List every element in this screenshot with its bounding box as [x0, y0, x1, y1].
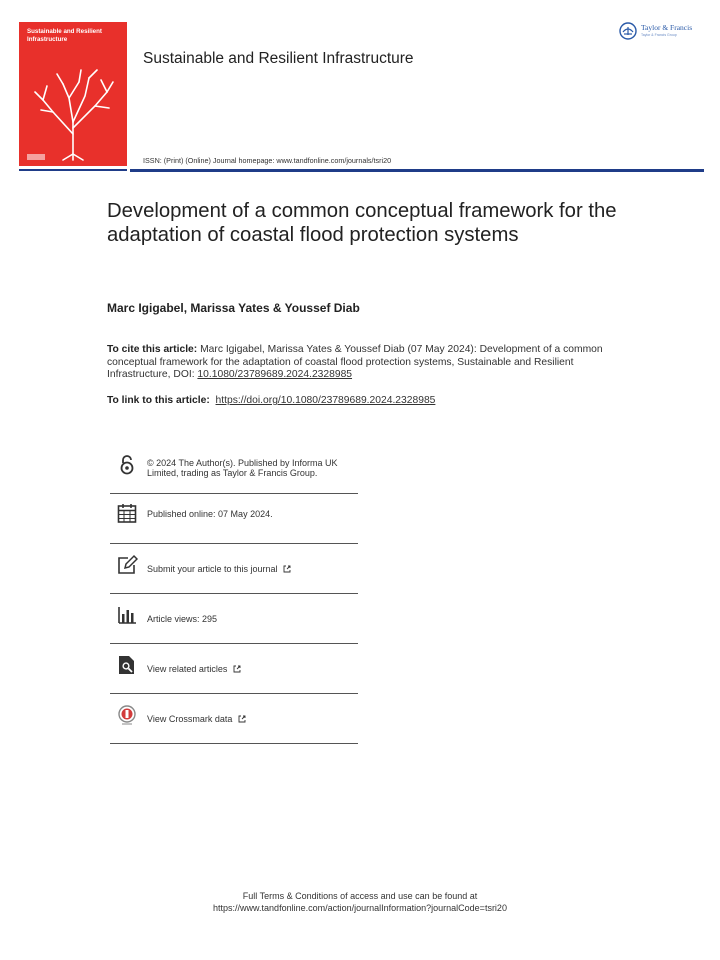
publisher-name: Taylor & Francis [641, 23, 693, 32]
article-views-item [110, 594, 358, 644]
submit-article-item[interactable] [110, 544, 358, 594]
related-articles-icon [116, 654, 138, 676]
edit-icon [116, 554, 138, 576]
publisher-tagline: Taylor & Francis Group [641, 33, 677, 37]
article-info-list [110, 450, 358, 744]
article-title: Development of a common conceptual framework for the adaptation of coastal flood protection systems [107, 200, 617, 246]
link-label: To link to this article: [107, 395, 210, 406]
submit-article-label: Submit your article to this journal [147, 564, 278, 574]
cover-publisher-mark [27, 154, 45, 160]
crossmark-item[interactable] [110, 694, 358, 744]
external-link-icon [238, 715, 246, 723]
bar-chart-icon [116, 604, 138, 626]
tree-illustration [23, 62, 123, 162]
published-online-item [110, 494, 358, 544]
crossmark-label: View Crossmark data [147, 714, 233, 724]
citation-doi-link[interactable]: 10.1080/23789689.2024.2328985 [197, 369, 353, 380]
citation-text: Marc Igigabel, Marissa Yates & Youssef Diab (07 May 2024): Development of a common conceptual framework for the adaptation of coastal flood protection systems, Sustainable and Resilient Infrastructure, DOI: [107, 344, 603, 380]
copyright-text: © 2024 The Author(s). Published by Informa UK Limited, trading as Taylor & Francis Group. [147, 458, 338, 478]
publisher-logo [619, 20, 705, 42]
related-articles-label: View related articles [147, 664, 228, 674]
header-divider [130, 169, 704, 172]
external-link-icon [283, 565, 291, 573]
related-articles-link[interactable] [147, 664, 241, 674]
article-views-text: Article views: 295 [147, 614, 218, 624]
article-doi-url[interactable]: https://doi.org/10.1080/23789689.2024.2328985 [215, 395, 436, 406]
crossmark-icon [116, 704, 138, 726]
open-access-item [110, 450, 358, 494]
terms-footer [0, 890, 720, 914]
external-link-icon [233, 665, 241, 673]
citation-label: To cite this article: [107, 344, 198, 355]
header-divider-left [19, 169, 127, 171]
submit-article-link[interactable] [147, 564, 291, 574]
article-authors: Marc Igigabel, Marissa Yates & Youssef Diab [107, 301, 360, 315]
issn-line: ISSN: (Print) (Online) Journal homepage: www.tandfonline.com/journals/tsri20 [143, 156, 392, 165]
citation-block [107, 344, 627, 382]
crossmark-link[interactable] [147, 714, 246, 724]
open-access-icon [116, 454, 138, 476]
article-link-block [107, 395, 435, 406]
related-articles-item[interactable] [110, 644, 358, 694]
published-online-text: Published online: 07 May 2024. [147, 509, 273, 519]
journal-title[interactable]: Sustainable and Resilient Infrastructure [143, 50, 414, 67]
footer-line-1: Full Terms & Conditions of access and use can be found at [242, 891, 478, 901]
taylor-francis-icon [619, 22, 637, 40]
footer-terms-url[interactable]: https://www.tandfonline.com/action/journalInformation?journalCode=tsri20 [213, 903, 507, 913]
calendar-icon [116, 502, 138, 524]
cover-title: Sustainable and Resilient Infrastructure [27, 28, 102, 43]
journal-cover-image [19, 22, 127, 166]
